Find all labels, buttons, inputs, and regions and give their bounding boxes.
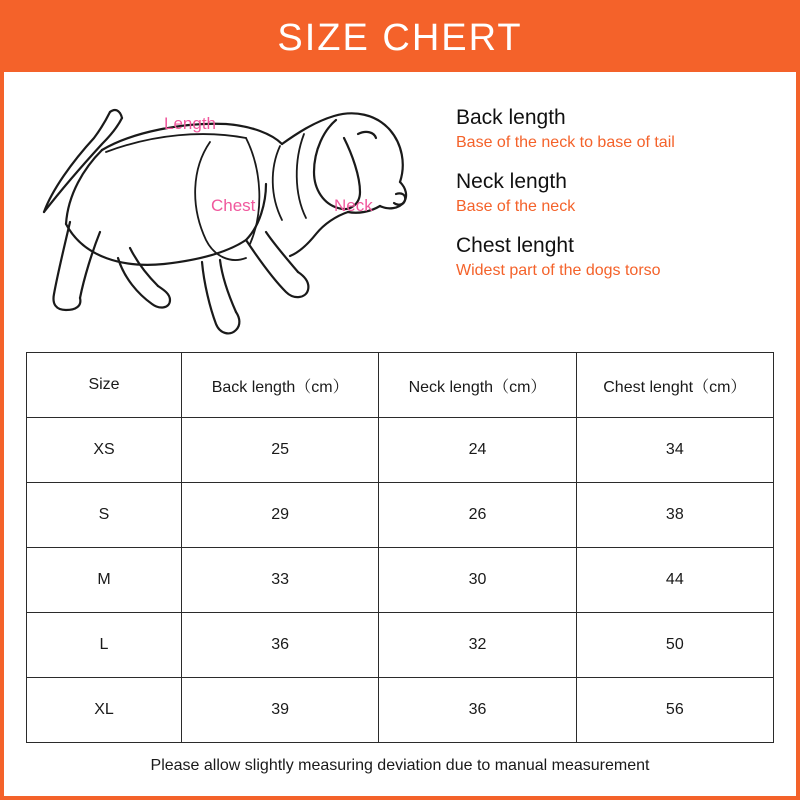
table-header-cell: Chest lenght（cm） (576, 353, 773, 418)
table-cell-chest-length: 44 (576, 548, 773, 613)
table-cell-neck-length: 24 (379, 418, 576, 483)
page-header (4, 4, 796, 72)
label-neck: Neck (334, 196, 373, 215)
table-cell-chest-length: 56 (576, 678, 773, 743)
table-row (27, 483, 774, 548)
table-cell-chest-length: 50 (576, 613, 773, 678)
table-cell-size: XS (27, 418, 182, 483)
measurement-legend (444, 72, 796, 352)
legend-item-chest-length (456, 234, 796, 280)
legend-title: Back length (456, 106, 566, 129)
table-cell-neck-length: 32 (379, 613, 576, 678)
label-chest: Chest (211, 196, 256, 215)
legend-title: Neck length (456, 170, 567, 193)
table-cell-size: S (27, 483, 182, 548)
table-cell-chest-length: 34 (576, 418, 773, 483)
legend-description: Base of the neck (456, 198, 576, 215)
label-length: Length (164, 114, 216, 133)
table-row (27, 613, 774, 678)
legend-description: Base of the neck to base of tail (456, 134, 675, 151)
table-row (27, 548, 774, 613)
page-title: SIZE CHERT (277, 16, 523, 59)
table-cell-neck-length: 30 (379, 548, 576, 613)
table-cell-back-length: 39 (182, 678, 379, 743)
legend-item-neck-length (456, 170, 796, 216)
table-cell-neck-length: 36 (379, 678, 576, 743)
table-cell-chest-length: 38 (576, 483, 773, 548)
size-table (26, 352, 774, 743)
table-cell-back-length: 33 (182, 548, 379, 613)
table-header-cell: Size (27, 353, 182, 418)
table-row (27, 678, 774, 743)
table-cell-size: XL (27, 678, 182, 743)
table-cell-size: L (27, 613, 182, 678)
table-cell-back-length: 36 (182, 613, 379, 678)
table-header-row (27, 353, 774, 418)
illustration-and-legend (4, 72, 796, 352)
legend-description: Widest part of the dogs torso (456, 262, 661, 279)
size-table-wrapper (4, 352, 796, 743)
table-cell-back-length: 25 (182, 418, 379, 483)
table-cell-back-length: 29 (182, 483, 379, 548)
legend-title: Chest lenght (456, 234, 574, 257)
table-header-cell: Neck length（cm） (379, 353, 576, 418)
dog-illustration (4, 72, 444, 352)
footer-note: Please allow slightly measuring deviation due to manual measurement (150, 757, 650, 774)
table-cell-neck-length: 26 (379, 483, 576, 548)
legend-item-back-length (456, 106, 796, 152)
table-header-cell: Back length（cm） (182, 353, 379, 418)
table-cell-size: M (27, 548, 182, 613)
table-row (27, 418, 774, 483)
